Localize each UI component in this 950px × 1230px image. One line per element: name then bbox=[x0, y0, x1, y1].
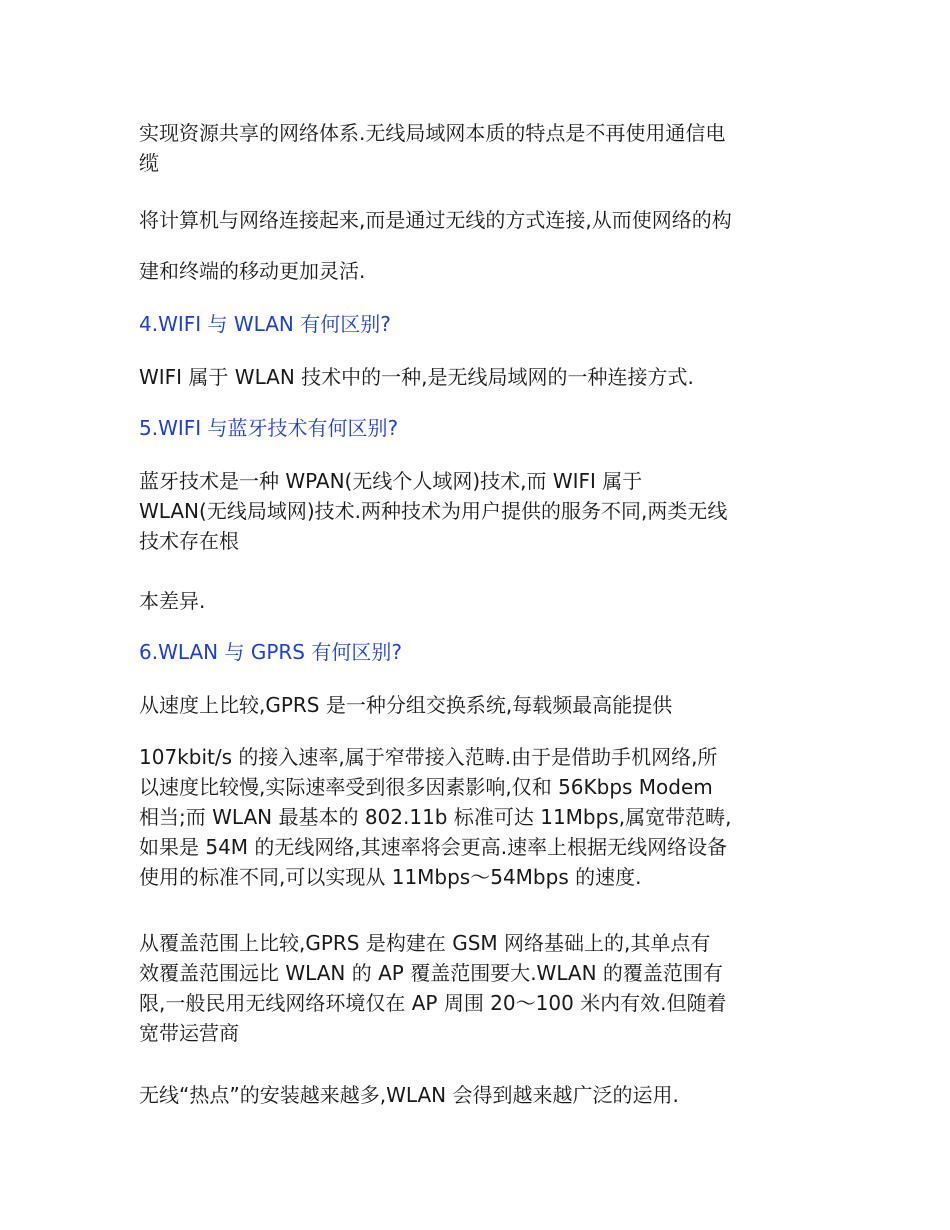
heading-line: 5.WIFI 与蓝牙技术有何区别? bbox=[139, 416, 399, 440]
paragraph-speed-comparison bbox=[139, 690, 672, 720]
text-line: WLAN(无线局域网)技术.两种技术为用户提供的服务不同,两类无线 bbox=[139, 499, 728, 523]
heading-wlan-vs-gprs bbox=[139, 637, 402, 667]
text-line: 建和终端的移动更加灵活. bbox=[139, 259, 366, 283]
text-line: 将计算机与网络连接起来,而是通过无线的方式连接,从而使网络的构 bbox=[139, 208, 732, 232]
text-line: 实现资源共享的网络体系.无线局域网本质的特点是不再使用通信电 bbox=[139, 121, 726, 145]
text-line: 宽带运营商 bbox=[139, 1021, 239, 1045]
paragraph-fundamental-difference bbox=[139, 586, 205, 616]
text-line: 本差异. bbox=[139, 589, 206, 613]
paragraph-speed-details bbox=[139, 742, 731, 892]
text-line: 蓝牙技术是一种 WPAN(无线个人域网)技术,而 WIFI 属于 bbox=[139, 469, 643, 493]
text-line: 相当;而 WLAN 最基本的 802.11b 标准可达 11Mbps,属宽带范畴, bbox=[139, 805, 732, 829]
text-line: 如果是 54M 的无线网络,其速率将会更高.速率上根据无线网络设备 bbox=[139, 835, 728, 859]
text-line: 从覆盖范围上比较,GPRS 是构建在 GSM 网络基础上的,其单点有 bbox=[139, 931, 711, 955]
heading-line: 6.WLAN 与 GPRS 有何区别? bbox=[139, 640, 402, 664]
paragraph-network-definition bbox=[139, 118, 725, 178]
text-line: 从速度上比较,GPRS 是一种分组交换系统,每载频最高能提供 bbox=[139, 693, 673, 717]
heading-wifi-vs-bluetooth bbox=[139, 413, 398, 443]
text-line: 技术存在根 bbox=[139, 529, 239, 553]
heading-wifi-vs-wlan bbox=[139, 309, 391, 339]
text-line: 以速度比较慢,实际速率受到很多因素影响,仅和 56Kbps Modem bbox=[139, 775, 713, 799]
text-line: WIFI 属于 WLAN 技术中的一种,是无线局域网的一种连接方式. bbox=[139, 365, 694, 389]
text-line: 缆 bbox=[139, 151, 159, 175]
text-line: 限,一般民用无线网络环境仅在 AP 周围 20～100 米内有效.但随着 bbox=[139, 991, 727, 1015]
text-line: 效覆盖范围远比 WLAN 的 AP 覆盖范围要大.WLAN 的覆盖范围有 bbox=[139, 961, 723, 985]
text-line: 使用的标准不同,可以实现从 11Mbps～54Mbps 的速度. bbox=[139, 865, 642, 889]
paragraph-connect-computers bbox=[139, 205, 732, 235]
heading-line: 4.WIFI 与 WLAN 有何区别? bbox=[139, 312, 391, 336]
paragraph-hotspots bbox=[139, 1080, 679, 1110]
paragraph-coverage-comparison bbox=[139, 928, 727, 1048]
paragraph-bluetooth-wpan bbox=[139, 466, 727, 556]
paragraph-wifi-belongs-wlan bbox=[139, 362, 694, 392]
text-line: 107kbit/s 的接入速率,属于窄带接入范畴.由于是借助手机网络,所 bbox=[139, 745, 718, 769]
text-line: 无线“热点”的安装越来越多,WLAN 会得到越来越广泛的运用. bbox=[139, 1083, 679, 1107]
paragraph-mobility bbox=[139, 256, 365, 286]
